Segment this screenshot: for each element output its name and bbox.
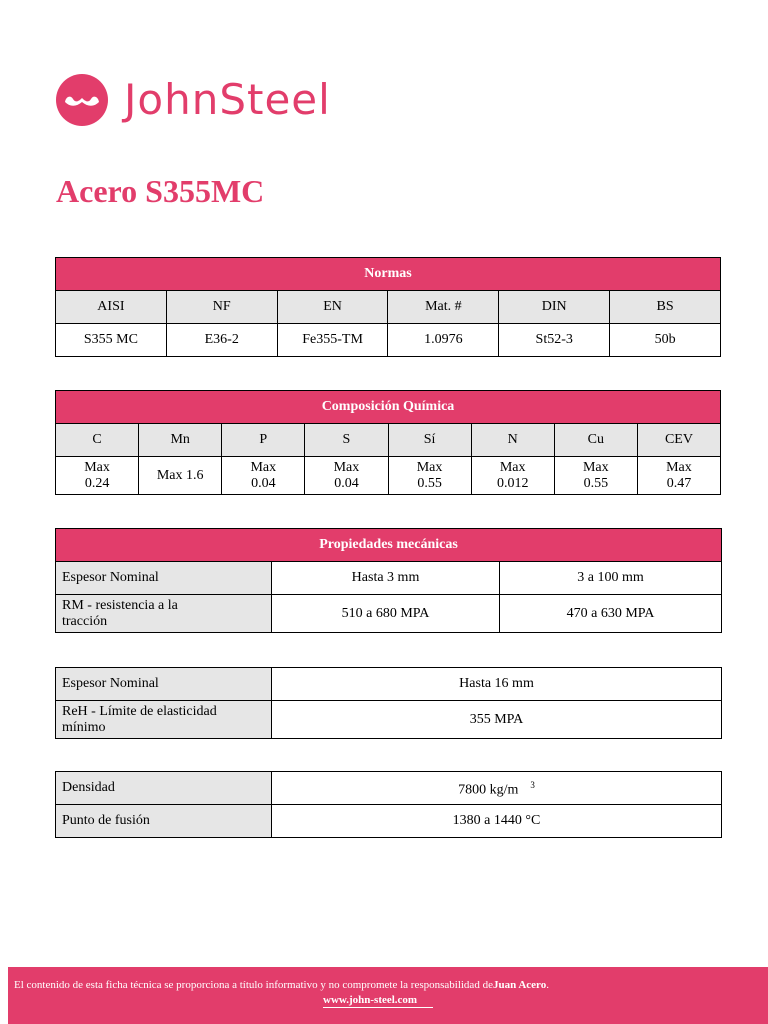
comp-val-s-line1: Max — [333, 459, 360, 475]
comp-val-cev-line1: Max — [666, 459, 692, 475]
normas-header: Normas — [56, 258, 721, 291]
normas-col-nf: NF — [166, 291, 277, 324]
comp-val-cev-line2: 0.47 — [666, 475, 692, 491]
comp-val-c — [56, 457, 139, 495]
elast-row-value: 355 MPA — [272, 701, 722, 739]
normas-col-mat: Mat. # — [388, 291, 499, 324]
normas-val-bs: 50b — [610, 324, 721, 357]
elast-label-line1: ReH - Límite de elasticidad — [62, 703, 217, 719]
mec-row-value: 3 a 100 mm — [500, 562, 722, 595]
footer-note-text: El contenido de esta ficha técnica se proporciona a título informativo y no compromete la responsabilidad de — [14, 979, 493, 991]
normas-val-nf: E36-2 — [166, 324, 277, 357]
footer-note — [14, 979, 549, 991]
comp-col-s: S — [305, 424, 388, 457]
comp-col-n: N — [471, 424, 554, 457]
density-value: 7800 kg/m — [458, 782, 519, 798]
elast-row-label: Espesor Nominal — [56, 668, 272, 701]
brand-name: JohnSteel — [124, 75, 331, 124]
comp-val-n — [471, 457, 554, 495]
footer-website-link[interactable]: www.john-steel.com — [323, 994, 433, 1008]
page-title: Acero S355MC — [56, 173, 265, 209]
comp-val-cu-line2: 0.55 — [583, 475, 609, 491]
comp-val-cev — [637, 457, 720, 495]
comp-val-cu — [554, 457, 637, 495]
mec-label-line1: RM - resistencia a la — [62, 597, 178, 613]
fis-row-label: Punto de fusión — [56, 805, 272, 838]
mec-row-value: Hasta 3 mm — [272, 562, 500, 595]
comp-val-p-line2: 0.04 — [251, 475, 276, 491]
normas-table — [55, 257, 721, 357]
elast-label-line2: mínimo — [62, 719, 106, 735]
comp-val-c-line2: 0.24 — [84, 475, 110, 491]
fis-row-label: Densidad — [56, 772, 272, 805]
comp-val-p-line1: Max — [250, 459, 277, 475]
mecanicas-table — [55, 528, 722, 633]
comp-val-n-line2: 0.012 — [496, 475, 529, 491]
comp-val-si-line2: 0.55 — [417, 475, 442, 491]
composicion-table — [55, 390, 721, 495]
elasticidad-table — [55, 667, 722, 739]
normas-val-en: Fe355-TM — [277, 324, 388, 357]
comp-val-p — [222, 457, 305, 495]
normas-col-en: EN — [277, 291, 388, 324]
footer-period: . — [546, 979, 549, 991]
fis-row-value — [272, 772, 722, 805]
composicion-header: Composición Química — [56, 391, 721, 424]
mec-row-label: Espesor Nominal — [56, 562, 272, 595]
normas-col-aisi: AISI — [56, 291, 167, 324]
normas-val-aisi: S355 MC — [56, 324, 167, 357]
comp-col-p: P — [222, 424, 305, 457]
mec-row-label — [56, 595, 272, 633]
comp-val-cu-line1: Max — [582, 459, 609, 475]
comp-col-mn: Mn — [139, 424, 222, 457]
comp-col-si: Sí — [388, 424, 471, 457]
comp-col-c: C — [56, 424, 139, 457]
mustache-icon — [56, 74, 108, 126]
comp-val-si — [388, 457, 471, 495]
mec-row-value: 470 a 630 MPA — [500, 595, 722, 633]
density-exponent: 3 — [530, 780, 535, 791]
mec-label-line2: tracción — [62, 613, 108, 629]
comp-val-s-line2: 0.04 — [334, 475, 359, 491]
comp-val-s — [305, 457, 388, 495]
comp-val-n-line1: Max — [499, 459, 526, 475]
footer — [8, 967, 768, 1024]
comp-col-cev: CEV — [637, 424, 720, 457]
normas-col-bs: BS — [610, 291, 721, 324]
mecanicas-header: Propiedades mecánicas — [56, 529, 722, 562]
footer-company: Juan Acero — [492, 979, 547, 991]
brand-logo — [56, 70, 406, 130]
normas-val-din: St52-3 — [499, 324, 610, 357]
elast-row-label — [56, 701, 272, 739]
comp-val-si-line1: Max — [416, 459, 443, 475]
comp-val-c-line1: Max — [84, 459, 110, 475]
comp-val-mn — [139, 457, 222, 495]
elast-row-value: Hasta 16 mm — [272, 668, 722, 701]
comp-val-mn-line1: Max 1.6 — [156, 467, 204, 483]
mec-row-value: 510 a 680 MPA — [272, 595, 500, 633]
comp-col-cu: Cu — [554, 424, 637, 457]
fisicas-table — [55, 771, 722, 838]
normas-col-din: DIN — [499, 291, 610, 324]
normas-val-mat: 1.0976 — [388, 324, 499, 357]
fis-row-value: 1380 a 1440 °C — [272, 805, 722, 838]
